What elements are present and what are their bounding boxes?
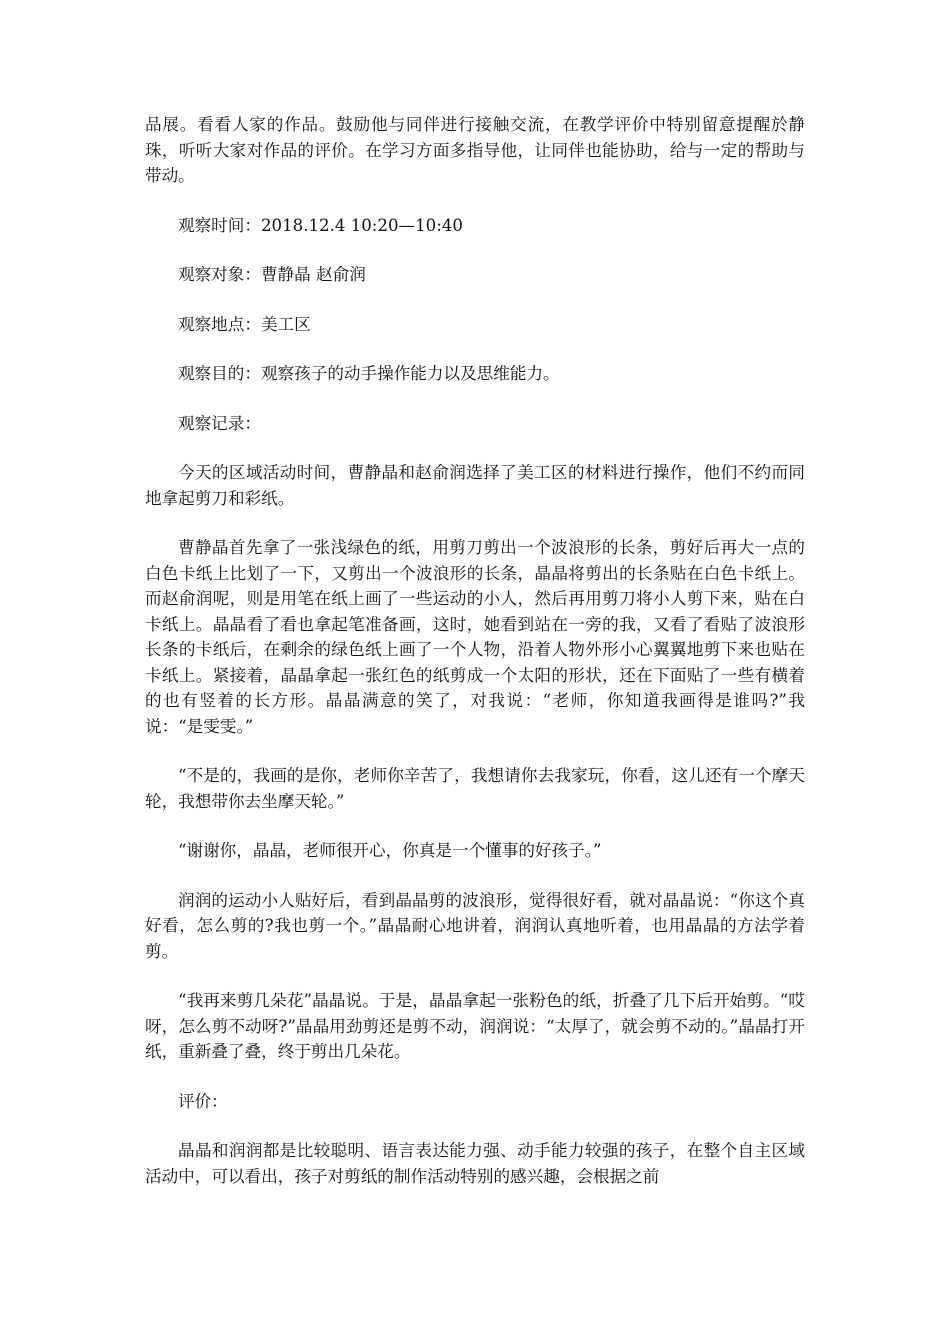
- observation-location: 观察地点：美工区: [178, 314, 311, 334]
- paragraph: “谢谢你，晶晶，老师很开心，你真是一个懂事的好孩子。”: [178, 841, 602, 860]
- paragraph-continuation: 品展。看看人家的作品。鼓励他与同伴进行接触交流，在教学评价中特别留意提醒於静珠，听听大家对作品的评价。在学习方面多指导他，让同伴也能协助，给与一定的帮助与带动。: [145, 115, 805, 185]
- evaluation-heading: 评价：: [178, 1091, 228, 1111]
- paragraph: 曹静晶首先拿了一张浅绿色的纸，用剪刀剪出一个波浪形的长条，剪好后再大一点的白色卡纸上比划了一下，又剪出一个波浪形的长条，晶晶将剪出的长条贴在白色卡纸上。而赵俞润呢，则是用笔在纸上画了一些运动的小人，然后再用剪刀将小人剪下来，贴在白卡纸上。晶晶看了看也拿起笔准备画，这时，她看到站在一旁的我，又看了看贴了波浪形长条的卡纸后，在剩余的绿色纸上画了一个人物，沿着人物外形小心翼翼地剪下来也贴在卡纸上。紧接着，晶晶拿起一张红色的纸剪成一个太阳的形状，还在下面贴了一些有横着的也有竖着的长方形。晶晶满意的笑了，对我说：“老师，你知道我画得是谁吗?”我说：“是雯雯。”: [145, 538, 805, 736]
- observation-time: 观察时间：2018.12.4 10:20—10:40: [178, 215, 463, 235]
- paragraph: 润润的运动小人贴好后，看到晶晶剪的波浪形，觉得很好看，就对晶晶说：“你这个真好看，怎么剪的?我也剪一个。”晶晶耐心地讲着，润润认真地听着，也用晶晶的方法学着剪。: [145, 890, 805, 961]
- observation-subjects: 观察对象：曹静晶 赵俞润: [178, 265, 366, 284]
- paragraph: “我再来剪几朵花”晶晶说。于是，晶晶拿起一张粉色的纸，折叠了几下后开始剪。“哎呀，怎么剪不动呀?”晶晶用劲剪还是剪不动，润润说：“太厚了，就会剪不动的。”晶晶打开纸，重新叠了叠，终于剪出几朵花。: [145, 991, 805, 1061]
- paragraph: 晶晶和润润都是比较聪明、语言表达能力强、动手能力较强的孩子，在整个自主区域活动中，可以看出，孩子对剪纸的制作活动特别的感兴趣，会根据之前: [145, 1141, 805, 1186]
- document-body: [145, 112, 805, 1213]
- paragraph: “不是的，我画的是你，老师你辛苦了，我想请你去我家玩，你看，这儿还有一个摩天轮，我想带你去坐摩天轮。”: [145, 766, 805, 811]
- observation-record-heading: 观察记录：: [178, 413, 261, 433]
- paragraph: 今天的区域活动时间，曹静晶和赵俞润选择了美工区的材料进行操作，他们不约而同地拿起剪刀和彩纸。: [145, 463, 805, 508]
- observation-purpose: 观察目的：观察孩子的动手操作能力以及思维能力。: [178, 364, 560, 383]
